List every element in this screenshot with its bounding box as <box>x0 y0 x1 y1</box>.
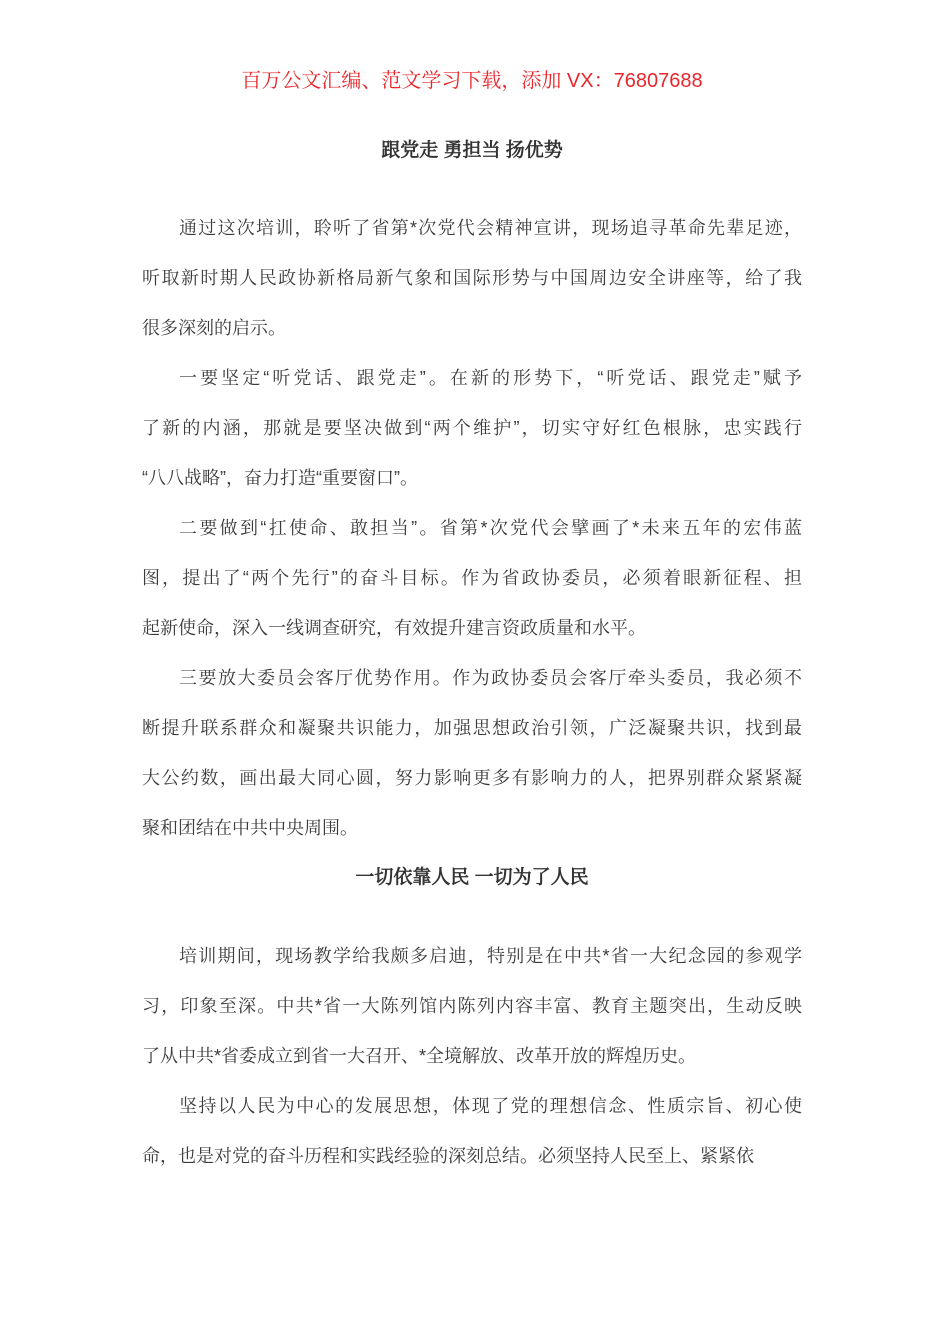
document-page <box>142 56 802 1181</box>
text-line: 聚和团结在中共中央周围。 <box>142 818 358 838</box>
section-title: 一切依靠人民 一切为了人民 <box>355 867 589 888</box>
text-line: “八八战略”，奋力打造“重要窗口”。 <box>142 468 418 488</box>
text-line: 培训期间，现场教学给我颇多启迪，特别是在中共*省一大纪念园的参观学 <box>179 946 802 966</box>
text-line: 了新的内涵，那就是要坚决做到“两个维护”，切实守好红色根脉，忠实践行 <box>142 418 802 438</box>
text-line: 起新使命，深入一线调查研究，有效提升建言资政质量和水平。 <box>142 618 646 638</box>
text-line: 图，提出了“两个先行”的奋斗目标。作为省政协委员，必须着眼新征程、担 <box>142 568 802 588</box>
paragraph <box>142 1081 802 1181</box>
paragraph <box>142 353 802 503</box>
text-line: 断提升联系群众和凝聚共识能力，加强思想政治引领，广泛凝聚共识，找到最 <box>142 718 802 738</box>
text-line: 一要坚定“听党话、跟党走”。在新的形势下，“听党话、跟党走”赋予 <box>179 368 802 388</box>
text-line: 通过这次培训，聆听了省第*次党代会精神宣讲，现场追寻革命先辈足迹， <box>179 218 802 238</box>
text-line: 二要做到“扛使命、敢担当”。省第*次党代会擘画了*未来五年的宏伟蓝 <box>179 518 802 538</box>
paragraph <box>142 931 802 1081</box>
section-title: 跟党走 勇担当 扬优势 <box>381 140 563 161</box>
text-line: 三要放大委员会客厅优势作用。作为政协委员会客厅牵头委员，我必须不 <box>179 668 802 688</box>
text-line: 命，也是对党的奋斗历程和实践经验的深刻总结。必须坚持人民至上、紧紧依 <box>142 1146 754 1166</box>
document-body <box>142 126 802 1181</box>
promo-header: 百万公文汇编、范文学习下载，添加 VX：76807688 <box>241 70 703 92</box>
text-line: 大公约数，画出最大同心圆，努力影响更多有影响力的人，把界别群众紧紧凝 <box>142 768 802 788</box>
paragraph <box>142 503 802 653</box>
text-line: 习，印象至深。中共*省一大陈列馆内陈列内容丰富、教育主题突出，生动反映 <box>142 996 802 1016</box>
text-line: 很多深刻的启示。 <box>142 318 286 338</box>
paragraph <box>142 653 802 853</box>
text-line: 坚持以人民为中心的发展思想，体现了党的理想信念、性质宗旨、初心使 <box>179 1096 802 1116</box>
paragraph <box>142 203 802 353</box>
text-line: 了从中共*省委成立到省一大召开、*全境解放、改革开放的辉煌历史。 <box>142 1046 697 1066</box>
text-line: 听取新时期人民政协新格局新气象和国际形势与中国周边安全讲座等，给了我 <box>142 268 802 288</box>
